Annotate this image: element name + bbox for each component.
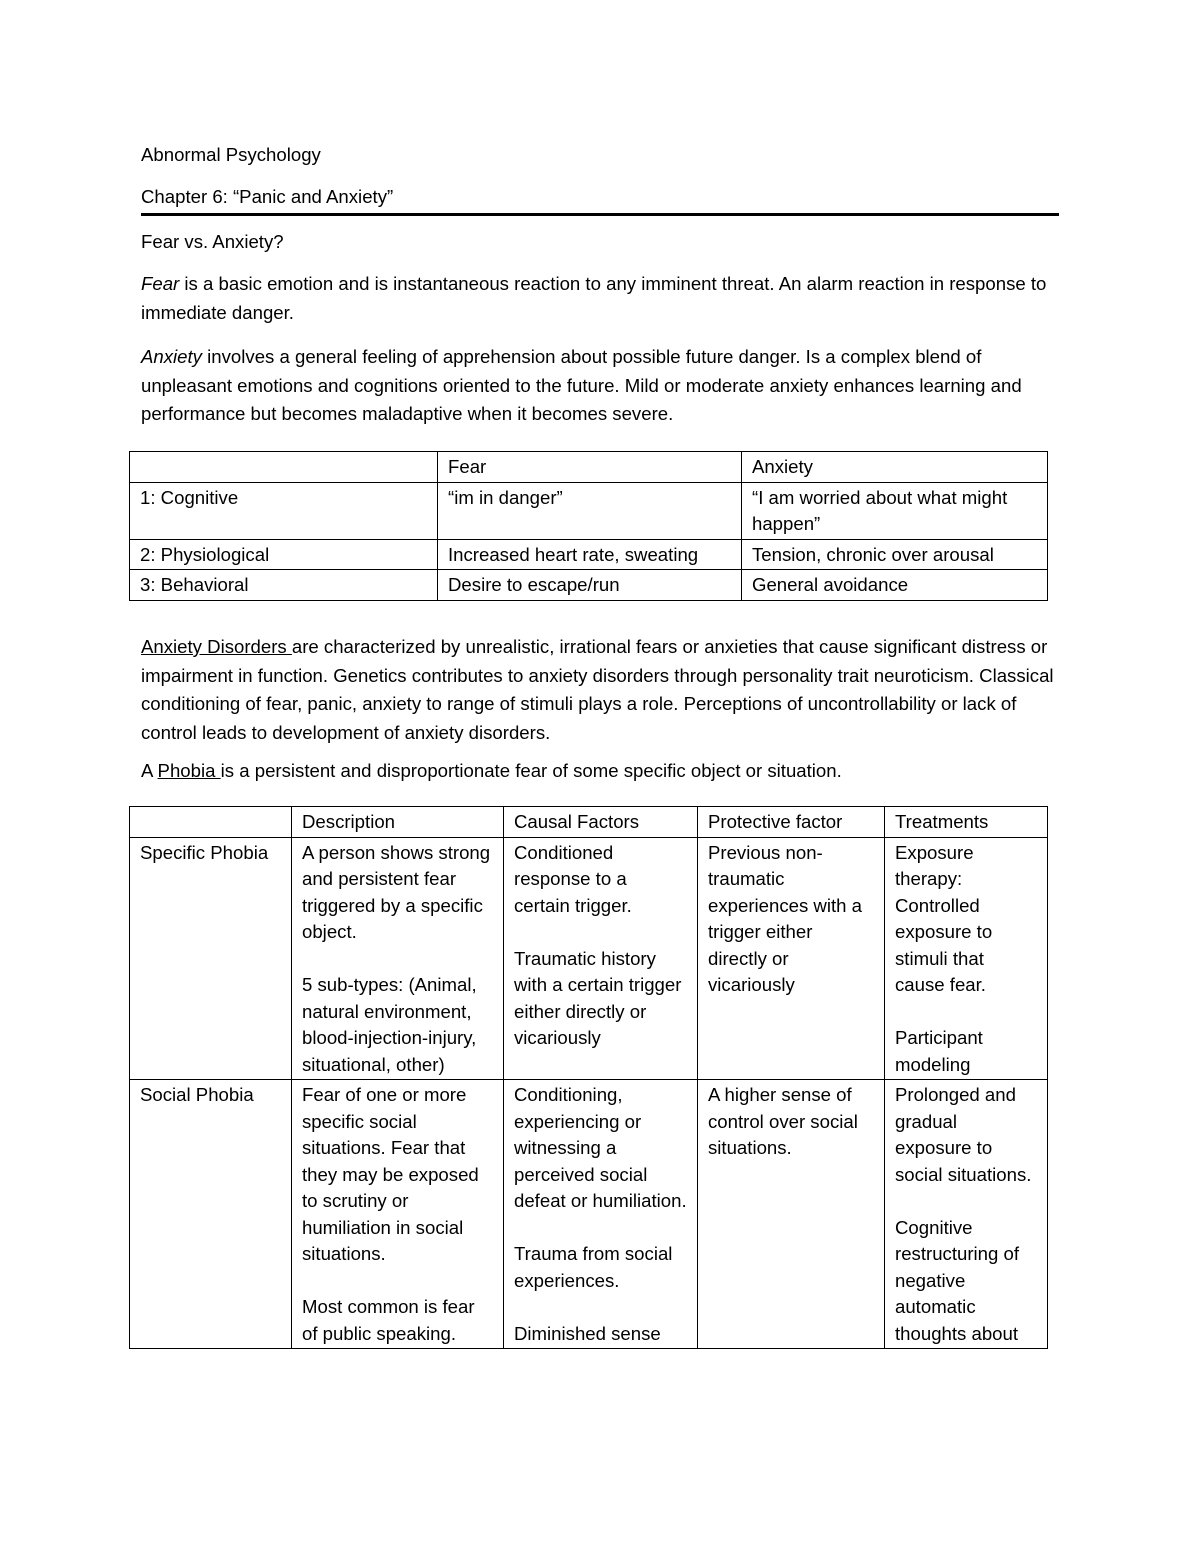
table-row: [130, 837, 1048, 1080]
phobia-term: Phobia: [157, 760, 221, 781]
table-row: [130, 807, 1048, 838]
anxiety-definition: [141, 343, 1059, 429]
table-cell: [885, 1080, 1048, 1349]
table-header-cell: [130, 807, 292, 838]
anxiety-disorders-paragraph: [141, 633, 1059, 747]
table-cell: General avoidance: [742, 570, 1048, 601]
table-cell: 1: Cognitive: [130, 482, 438, 539]
table-cell: [292, 837, 504, 1080]
cell-text: Most common is fear of public speaking.: [302, 1296, 475, 1344]
table-cell: [698, 1080, 885, 1349]
table-header-cell: Fear: [438, 452, 742, 483]
anxiety-disorders-text: are characterized by unrealistic, irrational fears or anxieties that cause significant distress or impairment in function. Genetics contributes to anxiety disorders through personality trait neuroticism. Classical conditioning of fear, panic, anxiety to range of stimuli plays a role. Perceptions of uncontrollability or lack of control leads to development of anxiety disorders.: [141, 636, 1054, 743]
anxiety-term: Anxiety: [141, 346, 202, 367]
table-cell: [292, 1080, 504, 1349]
table-cell: “im in danger”: [438, 482, 742, 539]
phobia-prefix: A: [141, 760, 158, 781]
anxiety-text: involves a general feeling of apprehension about possible future danger. Is a complex blend of unpleasant emotions and cognitions oriented to the future. Mild or moderate anxiety enhances learning and performance but becomes maladaptive when it becomes severe.: [141, 346, 1022, 424]
document-body-continued: [141, 633, 1059, 802]
table-header-cell: Description: [292, 807, 504, 838]
table-row: [130, 539, 1048, 570]
cell-text: Diminished sense: [514, 1322, 661, 1344]
section-question: Fear vs. Anxiety?: [141, 231, 284, 252]
table-cell: 3: Behavioral: [130, 570, 438, 601]
fear-term: Fear: [141, 273, 180, 294]
table-header-cell: Anxiety: [742, 452, 1048, 483]
table-cell: [504, 837, 698, 1080]
cell-text: Conditioned response to a certain trigger.: [514, 841, 632, 916]
table-cell: [698, 837, 885, 1080]
table-row: [130, 452, 1048, 483]
table-header-cell: Causal Factors: [504, 807, 698, 838]
document-body: [141, 141, 1059, 445]
cell-text: Trauma from social experiences.: [514, 1243, 673, 1291]
cell-text: A higher sense of control over social situations.: [708, 1084, 858, 1158]
anxiety-disorders-term: Anxiety Disorders: [141, 636, 292, 657]
table-row: [130, 482, 1048, 539]
document-title: Abnormal Psychology: [141, 144, 321, 165]
cell-text: Prolonged and gradual exposure to social situations.: [895, 1084, 1032, 1185]
cell-text: Cognitive restructuring of negative automatic thoughts about: [895, 1216, 1020, 1344]
fear-anxiety-table: [129, 451, 1048, 601]
fear-text: is a basic emotion and is instantaneous reaction to any imminent threat. An alarm reaction in response to immediate danger.: [141, 273, 1047, 323]
table-cell: “I am worried about what might happen”: [742, 482, 1048, 539]
table-cell: Increased heart rate, sweating: [438, 539, 742, 570]
table-cell: [885, 837, 1048, 1080]
table-cell: Specific Phobia: [130, 837, 292, 1080]
table-cell: Social Phobia: [130, 1080, 292, 1349]
table-header-cell: Protective factor: [698, 807, 885, 838]
table-row: [130, 570, 1048, 601]
cell-text: Fear of one or more specific social situations. Fear that they may be exposed to scrutiny or humiliation in social situations.: [302, 1084, 479, 1264]
cell-text: 5 sub-types: (Animal, natural environment, blood-injection-injury, situational, other): [302, 974, 477, 1075]
phobia-paragraph: [141, 757, 1059, 786]
cell-text: Participant modeling: [895, 1027, 983, 1075]
table-row: [130, 1080, 1048, 1349]
phobia-table: [129, 806, 1048, 1349]
table-cell: Desire to escape/run: [438, 570, 742, 601]
table-cell: Tension, chronic over arousal: [742, 539, 1048, 570]
phobia-text: is a persistent and disproportionate fear of some specific object or situation.: [220, 760, 842, 781]
cell-text: Conditioning, experiencing or witnessing a perceived social defeat or humiliation.: [514, 1084, 687, 1211]
chapter-heading: Chapter 6: “Panic and Anxiety”: [141, 183, 1059, 216]
cell-text: Traumatic history with a certain trigger either directly or vicariously: [514, 947, 682, 1048]
fear-definition: [141, 270, 1059, 327]
table-cell: 2: Physiological: [130, 539, 438, 570]
table-cell: [504, 1080, 698, 1349]
table-header-cell: [130, 452, 438, 483]
table-header-cell: Treatments: [885, 807, 1048, 838]
cell-text: A person shows strong and persistent fear triggered by a specific object.: [302, 841, 491, 942]
cell-text: Exposure therapy: Controlled exposure to stimuli that cause fear.: [895, 841, 993, 995]
cell-text: Previous non-traumatic experiences with a trigger either directly or vicariously: [708, 841, 862, 995]
